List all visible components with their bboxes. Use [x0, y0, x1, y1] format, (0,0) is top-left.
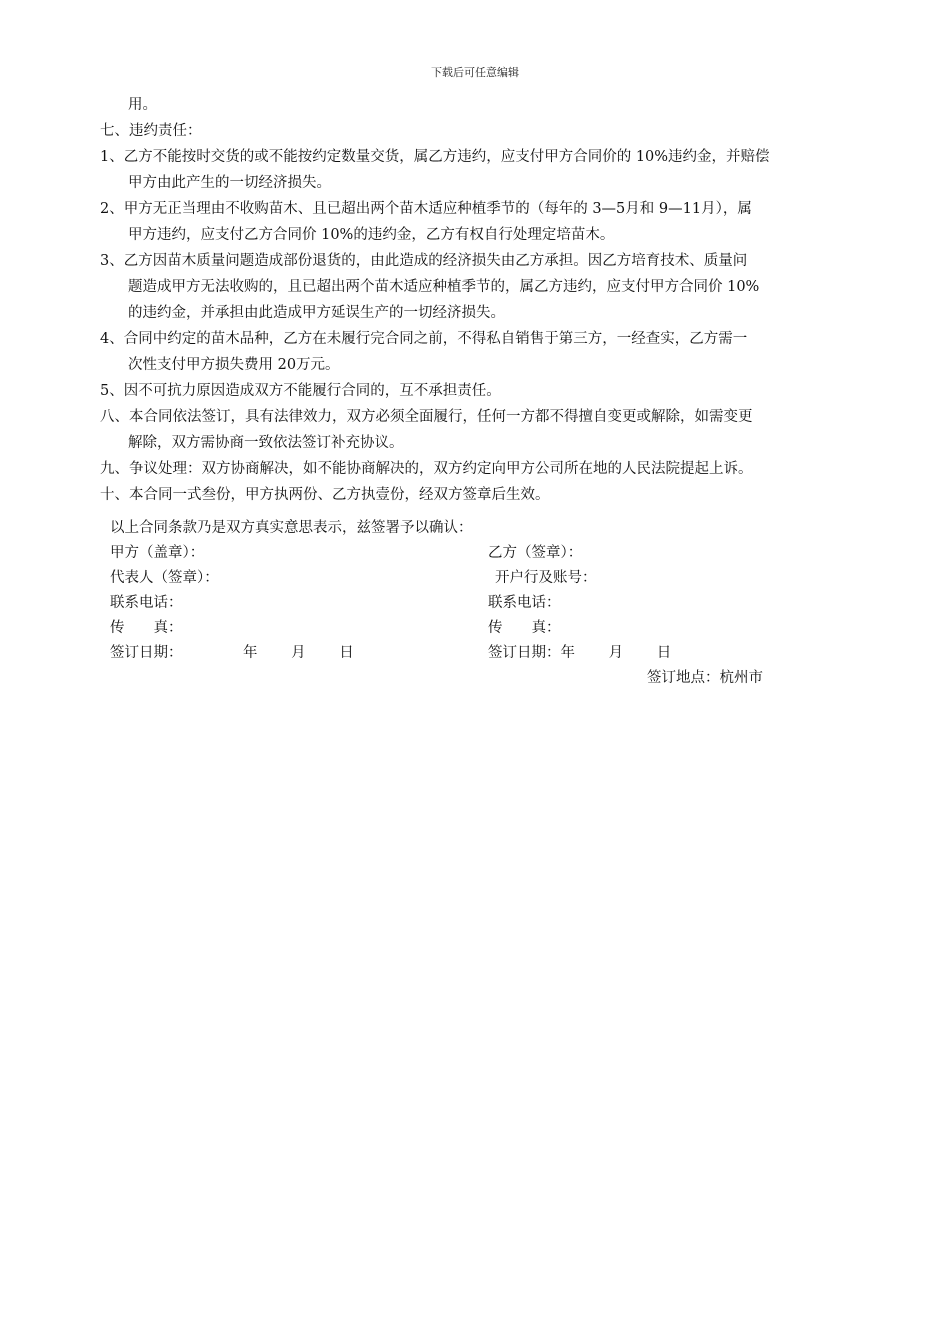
section-8-line-1: 八、本合同依法签订，具有法律效力，双方必须全面履行，任何一方都不得擅自变更或解除，如需变更: [100, 409, 753, 425]
clause-3-line-1: 3、乙方因苗木质量问题造成部份退货的，由此造成的经济损失由乙方承担。因乙方培育技术、质量问: [100, 253, 748, 269]
date-b: 签订日期：年 月 日: [488, 645, 672, 661]
representative-label: 代表人（签章）：: [110, 570, 219, 586]
header-note: 下载后可任意编辑: [431, 66, 519, 79]
signing-place: 签订地点：杭州市: [647, 670, 763, 686]
date-a-label: 签订日期：: [110, 645, 183, 661]
signature-block: [110, 516, 810, 691]
continuation-line: 用。: [128, 97, 157, 113]
party-a-label: 甲方（盖章）：: [110, 545, 205, 561]
clause-1-line-1: 1、乙方不能按时交货的或不能按约定数量交货，属乙方违约，应支付甲方合同价的 10%违约金，并赔偿: [100, 149, 770, 165]
section-10: 十、本合同一式叁份，甲方执两份、乙方执壹份，经双方签章后生效。: [100, 487, 550, 503]
party-b-label: 乙方（签章）：: [488, 545, 583, 561]
section-8-line-2: 解除，双方需协商一致依法签订补充协议。: [128, 435, 404, 451]
section-heading-breach: 七、违约责任：: [100, 123, 202, 139]
fax-b-label: 传 真：: [488, 620, 561, 636]
contract-body: [100, 92, 860, 508]
clause-1-line-2: 甲方由此产生的一切经济损失。: [128, 175, 331, 191]
clause-3-line-2: 题造成甲方无法收购的，且已超出两个苗木适应种植季节的，属乙方违约，应支付甲方合同价 10%: [128, 279, 760, 295]
clause-2-line-1: 2、甲方无正当理由不收购苗木、且已超出两个苗木适应种植季节的（每年的 3—5月和 9—11月），属: [100, 201, 752, 217]
fax-a-label: 传 真：: [110, 620, 183, 636]
clause-4-line-2: 次性支付甲方损失费用 20万元。: [128, 357, 340, 373]
clause-5: 5、因不可抗力原因造成双方不能履行合同的，互不承担责任。: [100, 383, 501, 399]
signature-intro: 以上合同条款乃是双方真实意思表示，兹签署予以确认：: [110, 520, 473, 536]
phone-a-label: 联系电话：: [110, 595, 183, 611]
clause-2-line-2: 甲方违约，应支付乙方合同价 10%的违约金，乙方有权自行处理定培苗木。: [128, 227, 615, 243]
bank-account-label: 开户行及账号：: [495, 570, 597, 586]
clause-4-line-1: 4、合同中约定的苗木品种，乙方在未履行完合同之前，不得私自销售于第三方，一经查实，乙方需一: [100, 331, 748, 347]
section-9: 九、争议处理：双方协商解决，如不能协商解决的，双方约定向甲方公司所在地的人民法院提起上诉。: [100, 461, 753, 477]
phone-b-label: 联系电话：: [488, 595, 561, 611]
date-a-fields: 年 月 日: [243, 645, 354, 661]
clause-3-line-3: 的违约金，并承担由此造成甲方延误生产的一切经济损失。: [128, 305, 505, 321]
